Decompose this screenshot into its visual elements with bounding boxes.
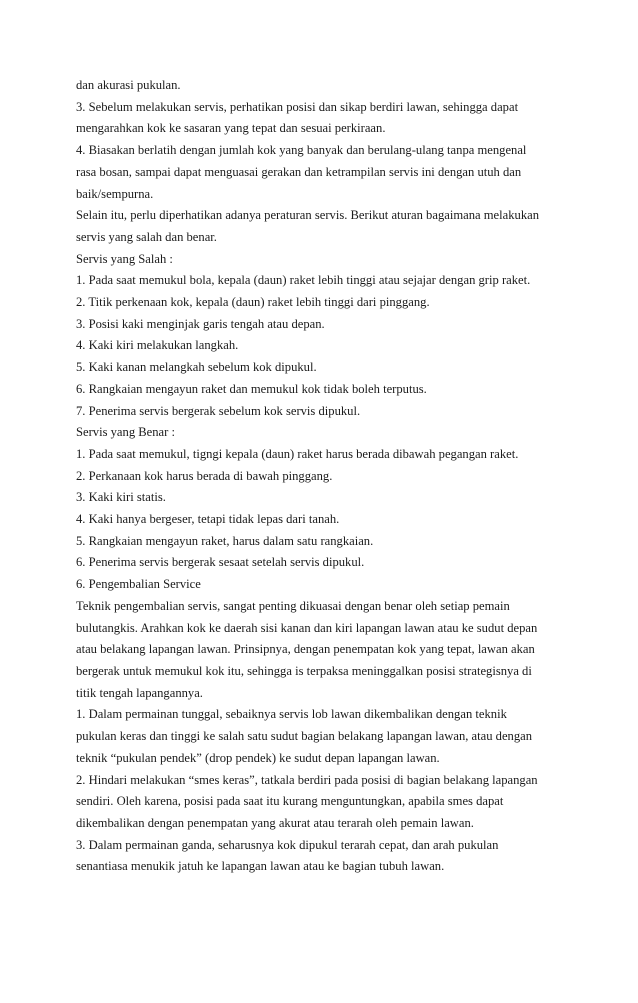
- list-item: 6. Rangkaian mengayun raket dan memukul kok tidak boleh terputus.: [76, 381, 427, 396]
- text-line: Selain itu, perlu diperhatikan adanya peraturan servis. Berikut aturan bagaimana melakukan: [76, 208, 539, 223]
- text-line: sendiri. Oleh karena, posisi pada saat itu kurang menguntungkan, apabila smes dapat: [76, 794, 504, 809]
- list-item: 4. Kaki kiri melakukan langkah.: [76, 338, 239, 353]
- list-item: 1. Pada saat memukul, tigngi kepala (daun) raket harus berada dibawah pegangan raket.: [76, 446, 519, 461]
- list-item: 1. Pada saat memukul bola, kepala (daun) raket lebih tinggi atau sejajar dengan grip raket.: [76, 273, 531, 288]
- text-line: pukulan keras dan tinggi ke salah satu sudut bagian belakang lapangan lawan, atau dengan: [76, 729, 533, 744]
- text-line: 4. Biasakan berlatih dengan jumlah kok yang banyak dan berulang-ulang tanpa mengenal: [76, 143, 527, 158]
- section-heading: Servis yang Salah :: [76, 251, 173, 266]
- text-line: atau belakang lapangan lawan. Prinsipnya, dengan penempatan kok yang tepat, lawan akan: [76, 642, 535, 657]
- text-line: rasa bosan, sampai dapat menguasai gerakan dan ketrampilan servis ini dengan utuh dan: [76, 164, 522, 179]
- list-item: 3. Posisi kaki menginjak garis tengah atau depan.: [76, 316, 325, 331]
- text-line: dan akurasi pukulan.: [76, 78, 181, 92]
- list-item: 5. Kaki kanan melangkah sebelum kok dipukul.: [76, 360, 317, 375]
- text-line: teknik “pukulan pendek” (drop pendek) ke sudut depan lapangan lawan.: [76, 750, 440, 765]
- text-line: mengarahkan kok ke sasaran yang tepat dan sesuai perkiraan.: [76, 121, 386, 136]
- text-line: Teknik pengembalian servis, sangat penting dikuasai dengan benar oleh setiap pemain: [76, 598, 510, 613]
- text-line: 3. Sebelum melakukan servis, perhatikan posisi dan sikap berdiri lawan, sehingga dapat: [76, 99, 519, 114]
- text-line: servis yang salah dan benar.: [76, 229, 217, 244]
- text-line: bergerak untuk memukul kok itu, sehingga is terpaksa meninggalkan posisi strategisnya di: [76, 663, 532, 678]
- text-line: titik tengah lapangannya.: [76, 685, 203, 700]
- list-item: 7. Penerima servis bergerak sebelum kok servis dipukul.: [76, 403, 361, 418]
- list-item: 2. Hindari melakukan “smes keras”, tatkala berdiri pada posisi di bagian belakang lapangan: [76, 772, 538, 787]
- list-item: 5. Rangkaian mengayun raket, harus dalam satu rangkaian.: [76, 533, 374, 548]
- section-heading: 6. Pengembalian Service: [76, 577, 201, 592]
- list-item: 6. Penerima servis bergerak sesaat setelah servis dipukul.: [76, 555, 365, 570]
- list-item: 4. Kaki hanya bergeser, tetapi tidak lepas dari tanah.: [76, 512, 340, 527]
- text-line: bulutangkis. Arahkan kok ke daerah sisi kanan dan kiri lapangan lawan atau ke sudut depan: [76, 620, 538, 635]
- text-line: senantiasa menukik jatuh ke lapangan lawan atau ke bagian tubuh lawan.: [76, 859, 445, 874]
- text-line: dikembalikan dengan penempatan yang akurat atau terarah oleh pemain lawan.: [76, 815, 474, 830]
- document-page: [76, 75, 566, 878]
- list-item: 2. Titik perkenaan kok, kepala (daun) raket lebih tinggi dari pinggang.: [76, 295, 430, 310]
- list-item: 1. Dalam permainan tunggal, sebaiknya servis lob lawan dikembalikan dengan teknik: [76, 707, 507, 722]
- list-item: 2. Perkanaan kok harus berada di bawah pinggang.: [76, 468, 333, 483]
- list-item: 3. Kaki kiri statis.: [76, 490, 166, 505]
- list-item: 3. Dalam permainan ganda, seharusnya kok dipukul terarah cepat, dan arah pukulan: [76, 837, 499, 852]
- section-heading: Servis yang Benar :: [76, 425, 175, 440]
- text-line: baik/sempurna.: [76, 186, 154, 201]
